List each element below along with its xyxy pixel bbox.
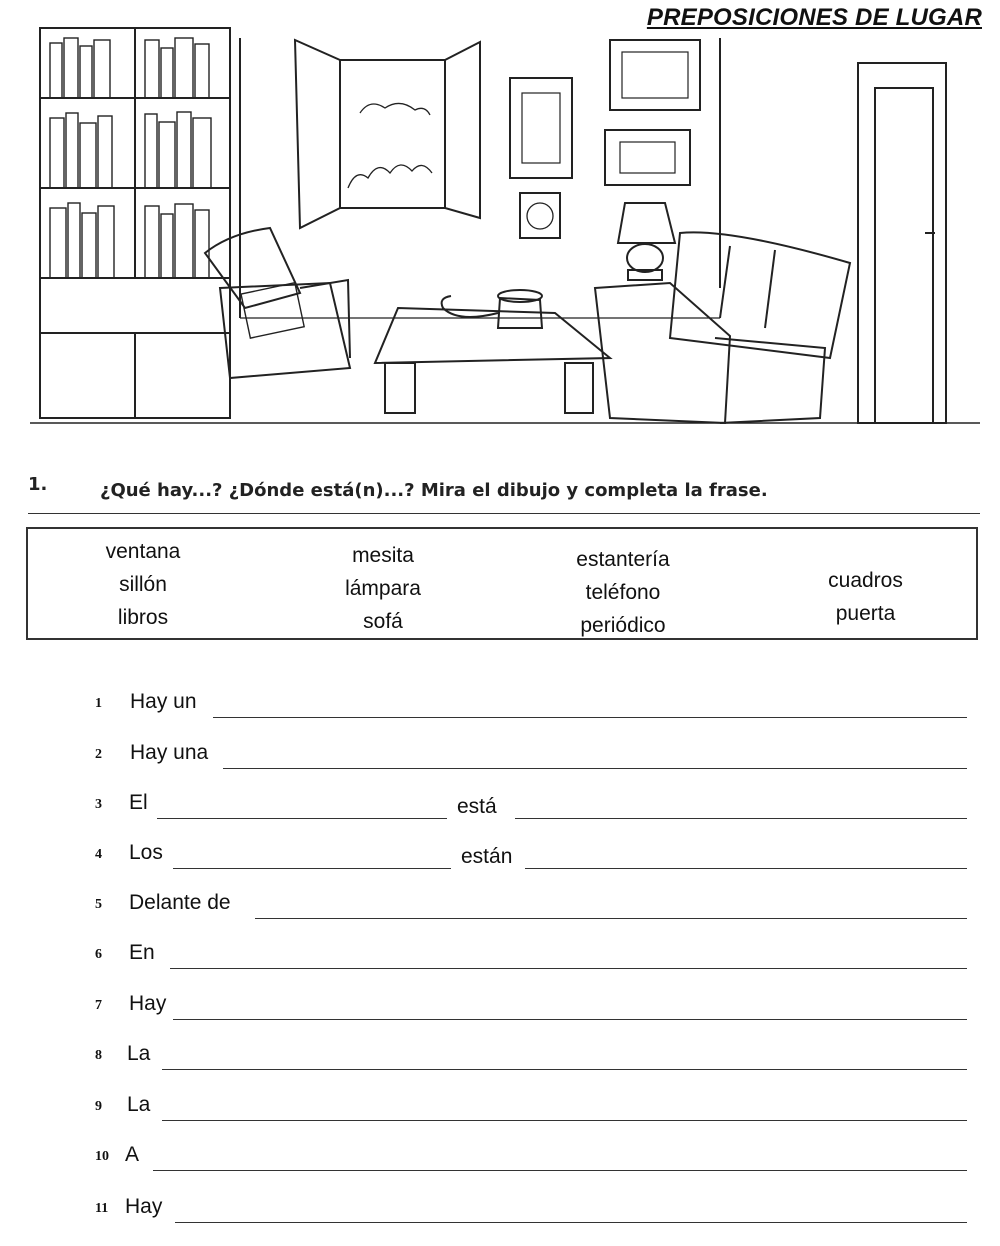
sentence-prefix: Hay — [129, 992, 167, 1015]
lamp-drawing — [618, 203, 675, 280]
line-number: 3 — [95, 797, 102, 812]
sentence-line-6[interactable] — [95, 935, 967, 969]
answer-blank[interactable] — [170, 968, 967, 969]
sentence-line-11[interactable] — [95, 1189, 967, 1223]
sentence-line-9[interactable] — [95, 1087, 967, 1121]
sentence-middle: está — [457, 795, 497, 818]
answer-blank[interactable] — [173, 1019, 967, 1020]
line-number: 8 — [95, 1048, 102, 1063]
line-number: 2 — [95, 747, 102, 762]
line-number: 9 — [95, 1099, 102, 1114]
sofa-drawing — [595, 232, 850, 423]
sentence-prefix: A — [125, 1143, 140, 1166]
answer-blank[interactable] — [255, 918, 967, 919]
answer-blank[interactable] — [223, 768, 967, 769]
word-bank-column-3 — [558, 543, 688, 642]
answer-blank[interactable] — [157, 818, 447, 819]
word-item: sillón — [119, 573, 167, 596]
answer-blank[interactable] — [525, 868, 967, 869]
sentence-line-1[interactable] — [95, 684, 967, 718]
sentence-line-10[interactable] — [95, 1137, 967, 1171]
exercise-instruction: ¿Qué hay...? ¿Dónde está(n)...? Mira el dibujo y completa la frase. — [100, 480, 768, 501]
line-number: 7 — [95, 998, 102, 1013]
word-item: sofá — [363, 610, 403, 633]
word-item: periódico — [580, 614, 666, 637]
sentence-prefix: Hay una — [130, 741, 209, 764]
line-number: 11 — [95, 1201, 109, 1216]
sentence-line-8[interactable] — [95, 1036, 967, 1070]
sentence-line-4[interactable] — [95, 835, 967, 869]
sentence-line-7[interactable] — [95, 986, 967, 1020]
sentence-prefix: Los — [129, 841, 163, 864]
sentence-line-3[interactable] — [95, 785, 967, 819]
sentence-prefix: El — [129, 791, 148, 814]
line-number: 10 — [95, 1149, 109, 1164]
sentence-prefix: Hay un — [130, 690, 197, 713]
word-item: libros — [117, 606, 169, 629]
coffee-table-drawing — [375, 290, 610, 413]
sentence-prefix: La — [127, 1093, 151, 1116]
answer-blank[interactable] — [213, 717, 967, 718]
word-item: puerta — [835, 602, 896, 625]
answer-blank[interactable] — [162, 1069, 967, 1070]
word-bank-column-4 — [808, 564, 923, 630]
sentence-middle: están — [461, 845, 513, 868]
word-item: ventana — [105, 540, 181, 563]
word-bank — [26, 527, 978, 640]
page-title: PREPOSICIONES DE LUGAR — [646, 4, 982, 31]
word-item: lámpara — [345, 577, 421, 600]
answer-blank[interactable] — [162, 1120, 967, 1121]
answer-blank[interactable] — [153, 1170, 967, 1171]
line-number: 4 — [95, 847, 102, 862]
answer-blank[interactable] — [515, 818, 967, 819]
sentence-prefix: Hay — [125, 1195, 163, 1218]
word-bank-column-1 — [88, 535, 198, 634]
exercise-number: 1. — [28, 474, 48, 495]
sentence-prefix: En — [129, 941, 155, 964]
word-item: estantería — [576, 548, 670, 571]
line-number: 6 — [95, 947, 102, 962]
word-item: mesita — [352, 544, 414, 567]
answer-blank[interactable] — [175, 1222, 967, 1223]
word-item: cuadros — [828, 569, 903, 592]
wall-pictures-drawing — [510, 40, 700, 238]
heading-divider — [28, 513, 980, 514]
door-drawing — [858, 63, 946, 423]
living-room-illustration — [30, 18, 980, 443]
armchair-drawing — [205, 228, 350, 378]
answer-blank[interactable] — [173, 868, 451, 869]
bookshelf-drawing — [40, 28, 230, 418]
sentence-prefix: Delante de — [129, 891, 231, 914]
line-number: 1 — [95, 696, 102, 711]
line-number: 5 — [95, 897, 102, 912]
sentence-line-2[interactable] — [95, 735, 967, 769]
sentence-line-5[interactable] — [95, 885, 967, 919]
word-bank-column-2 — [323, 539, 443, 638]
word-item: teléfono — [585, 581, 661, 604]
sentence-prefix: La — [127, 1042, 151, 1065]
window-drawing — [295, 40, 480, 228]
